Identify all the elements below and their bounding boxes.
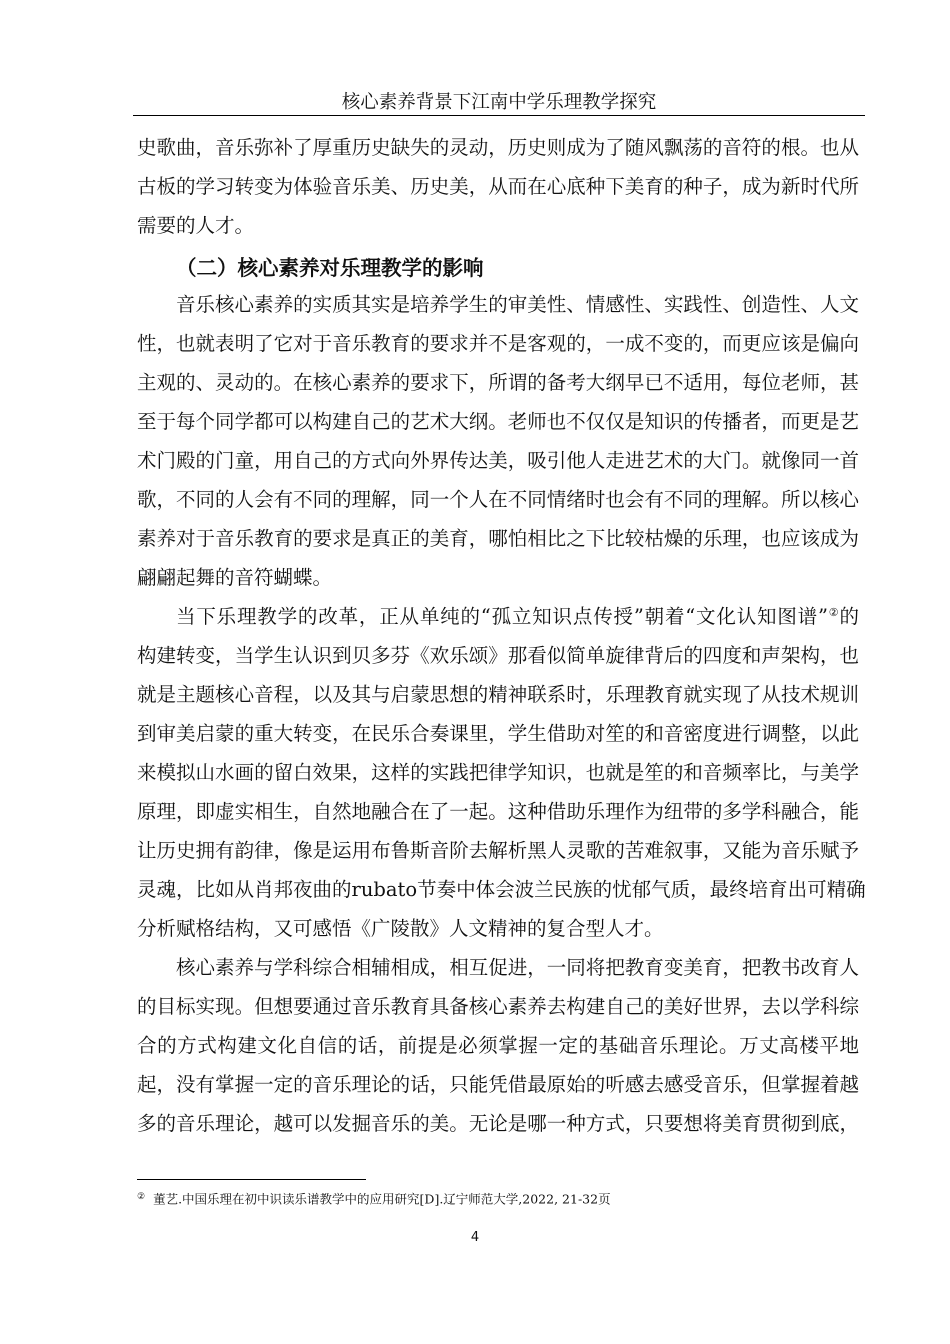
- body-text: 的: [839, 605, 859, 628]
- footnote: [137, 1186, 611, 1208]
- body-line: 起，没有掌握一定的音乐理论的话，只能凭借最原始的听感去感受音乐，但掌握着越: [137, 1073, 859, 1096]
- body-line: 音乐核心素养的实质其实是培养学生的审美性、情感性、实践性、创造性、人文: [176, 293, 859, 316]
- footnote-text: 董艺.中国乐理在初中识读乐谱教学中的应用研究[D].辽宁师范大学,2022, 21-32页: [153, 1191, 611, 1207]
- page-number: 4: [470, 1230, 480, 1245]
- body-line: 构建转变，当学生认识到贝多芬《欢乐颂》那看似简单旋律背后的四度和声架构，也: [137, 644, 859, 667]
- body-line: 术门殿的门童，用自己的方式向外界传达美，吸引他人走进艺术的大门。就像同一首: [137, 449, 859, 472]
- body-line: 至于每个同学都可以构建自己的艺术大纲。老师也不仅仅是知识的传播者，而更是艺: [137, 410, 859, 433]
- body-line-with-footnote-ref: [176, 600, 859, 634]
- body-line: 灵魂，比如从肖邦夜曲的rubato节奏中体会波兰民族的忧郁气质，最终培育出可精确: [137, 878, 866, 901]
- body-line: 需要的人才。: [137, 214, 255, 237]
- body-line: 性，也就表明了它对于音乐教育的要求并不是客观的，一成不变的，而更应该是偏向: [137, 332, 859, 355]
- body-line: 史歌曲，音乐弥补了厚重历史缺失的灵动，历史则成为了随风飘荡的音符的根。也从: [137, 136, 859, 159]
- body-line: 合的方式构建文化自信的话，前提是必须掌握一定的基础音乐理论。万丈高楼平地: [137, 1034, 859, 1057]
- body-line: 核心素养与学科综合相辅相成，相互促进，一同将把教育变美育，把教书改育人: [176, 956, 859, 979]
- body-line: 来模拟山水画的留白效果，这样的实践把律学知识，也就是笙的和音频率比，与美学: [137, 761, 859, 784]
- footnote-rule: [137, 1179, 366, 1180]
- footnote-ref: ②: [827, 605, 840, 619]
- body-text: 当下乐理教学的改革，正从单纯的“孤立知识点传授”朝着“文化认知图谱”: [176, 605, 828, 628]
- body-line: 主观的、灵动的。在核心素养的要求下，所谓的备考大纲早已不适用，每位老师，甚: [137, 371, 859, 394]
- header-rule: [133, 115, 865, 116]
- body-line: 翩翩起舞的音符蝴蝶。: [137, 566, 333, 589]
- body-line: 原理，即虚实相生，自然地融合在了一起。这种借助乐理作为纽带的多学科融合，能: [137, 800, 859, 823]
- body-line: 就是主题核心音程，以及其与启蒙思想的精神联系时，乐理教育就实现了从技术规训: [137, 683, 859, 706]
- body-line: 到审美启蒙的重大转变，在民乐合奏课里，学生借助对笙的和音密度进行调整，以此: [137, 722, 859, 745]
- body-line: 让历史拥有韵律，像是运用布鲁斯音阶去解析黑人灵歌的苦难叙事，又能为音乐赋予: [137, 839, 859, 862]
- body-line: 分析赋格结构，又可感悟《广陵散》人文精神的复合型人才。: [137, 917, 664, 940]
- body-line: 歌，不同的人会有不同的理解，同一个人在不同情绪时也会有不同的理解。所以核心: [137, 488, 859, 511]
- body-line: 多的音乐理论，越可以发掘音乐的美。无论是哪一种方式，只要想将美育贯彻到底，: [137, 1112, 859, 1135]
- running-header: 核心素养背景下江南中学乐理教学探究: [341, 92, 657, 113]
- body-line: 的目标实现。但想要通过音乐教育具备核心素养去构建自己的美好世界，去以学科综: [137, 995, 859, 1018]
- footnote-mark: ②: [137, 1192, 146, 1202]
- body-line: 素养对于音乐教育的要求是真正的美育，哪怕相比之下比较枯燥的乐理，也应该成为: [137, 527, 859, 550]
- section-heading: （二）核心素养对乐理教学的影响: [176, 256, 484, 280]
- body-line: 古板的学习转变为体验音乐美、历史美，从而在心底种下美育的种子，成为新时代所: [137, 175, 859, 198]
